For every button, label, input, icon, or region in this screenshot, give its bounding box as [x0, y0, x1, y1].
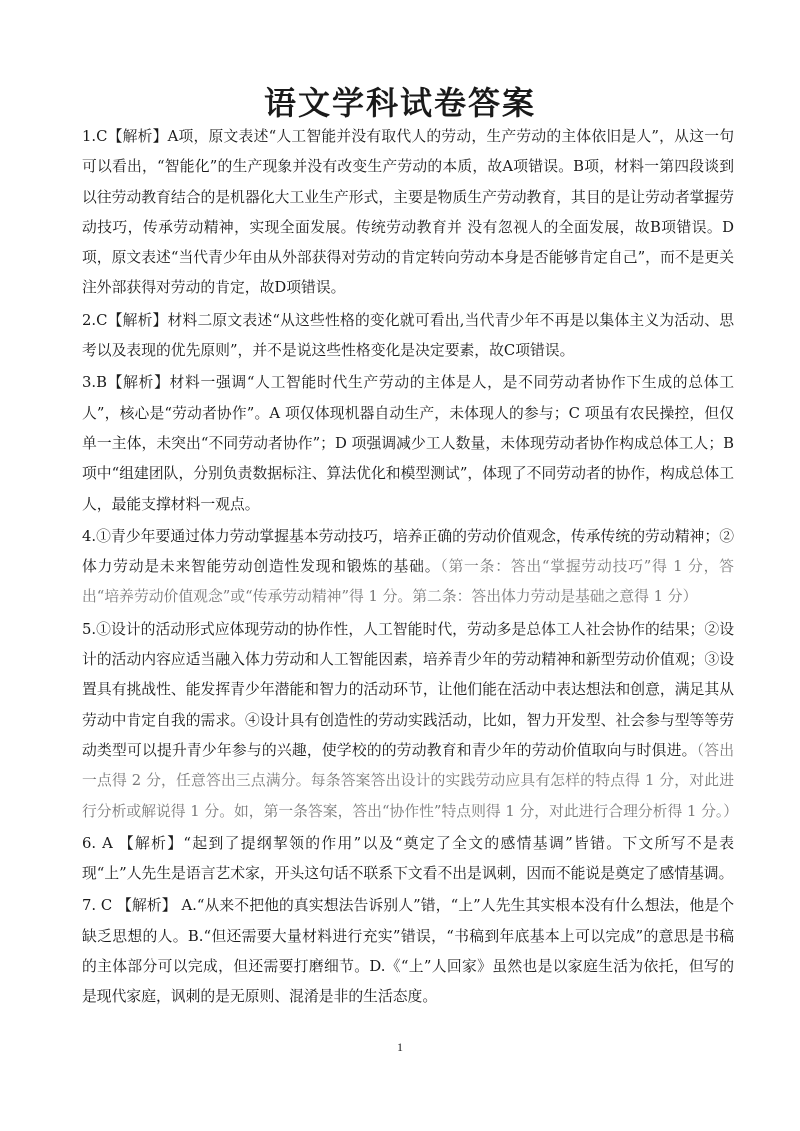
answer-text: 5.①设计的活动形式应体现劳动的协作性，人工智能时代，劳动多是总体工人社会协作的结果；②设计的活动内容应适当融入体力劳动和人工智能因素，培养青少年的劳动精神和新型劳动价值观；③设置具有挑战性、能发挥青少年潜能和智力的活动环节，让他们能在活动中表达想法和创意，满足其从劳动中肯定自我的需求。④设计具有创造性的劳动实践活动，比如，智力开发型、社会参与型等等劳动类型可以提升青少年参与的兴趣，使学校的的劳动教育和青少年的劳动价值取向与时俱进。 — [82, 620, 734, 759]
scoring-note: （答出一点得 2 分，任意答出三点满分。每条答案答出设计的实践劳动应具有怎样的特点得 1 分，对此进行分析或解说得 1 分。如，第一条答案，答出“协作性”特点则得 1 分，对此进行合理分析得 1 分。） — [82, 741, 739, 820]
answer-text: 2.C【解析】材料二原文表述“从这些性格的变化就可看出,当代青少年不再是以集体主义为活动、思考以及表现的优先原则”，并不是说这些性格变化是决定要素，故C项错误。 — [82, 311, 734, 360]
answer-2 — [82, 306, 734, 367]
answer-3 — [82, 368, 734, 519]
answer-text: 3.B【解析】材料一强调“人工智能时代生产劳动的主体是人，是不同劳动者协作下生成的总体工人”，核心是“劳动者协作”。A 项仅体现机器自动生产，未体现人的参与；C 项虽有农民操控，但仅单一主体，未突出“不同劳动者协作”；D 项强调减少工人数量，未体现劳动者协作构成总体工人；B 项中“组建团队，分别负责数据标注、算法优化和模型测试”，体现了不同劳动者的协作，构成总体工人，最能支撑材料一观点。 — [82, 374, 734, 513]
answer-text: 7. C 【解析】 A.“从来不把他的真实想法告诉别人”错，“上”人先生其实根本没有什么想法，他是个缺乏思想的人。B.“但还需要大量材料进行充实”错误，“书稿到年底基本上可以完成”的意思是书稿的主体部分可以完成，但还需要打磨细节。D.《“上”人回家》虽然也是以家庭生活为依托，但写的是现代家庭，讽刺的是无原则、混淆是非的生活态度。 — [82, 897, 734, 1006]
answer-7 — [82, 891, 734, 1012]
answer-4 — [82, 522, 734, 613]
answer-6 — [82, 829, 734, 890]
answer-text: 6. A 【解析】“起到了提纲挈领的作用”以及“奠定了全文的感情基调”皆错。下文所写不是表现“上”人先生是语言艺术家，开头这句话不联系下文看不出是讽刺，因而不能说是奠定了感情基调。 — [82, 834, 734, 883]
answer-1 — [82, 122, 734, 304]
answer-5 — [82, 615, 739, 827]
scoring-note: （第一条：答出“掌握劳动技巧”得 1 分，答出“培养劳动价值观念”或“传承劳动精神”得 1 分。第二条：答出体力劳动是基础之意得 1 分） — [82, 558, 734, 606]
answer-text: 1.C【解析】A项，原文表述“人工智能并没有取代人的劳动，生产劳动的主体依旧是人”，从这一句可以看出，“智能化”的生产现象并没有改变生产劳动的本质，故A项错误。B项，材料一第四段谈到以往劳动教育结合的是机器化大工业生产形式，主要是物质生产劳动教育，其目的是让劳动者掌握劳动技巧，传承劳动精神，实现全面发展。传统劳动教育并 没有忽视人的全面发展，故B项错误。D项，原文表述“当代青少年由从外部获得对劳动的肯定转向劳动本身是否能够肯定自己”，而不是更关注外部获得对劳动的肯定，故D项错误。 — [82, 128, 734, 297]
answers-body — [82, 122, 739, 1015]
page-number: 1 — [397, 1040, 403, 1054]
answer-text: 4.①青少年要通过体力劳动掌握基本劳动技巧，培养正确的劳动价值观念，传承传统的劳动精神；②体力劳动是未来智能劳动创造性发现和锻炼的基础。 — [82, 527, 734, 576]
page-title: 语文学科试卷答案 — [263, 84, 536, 122]
